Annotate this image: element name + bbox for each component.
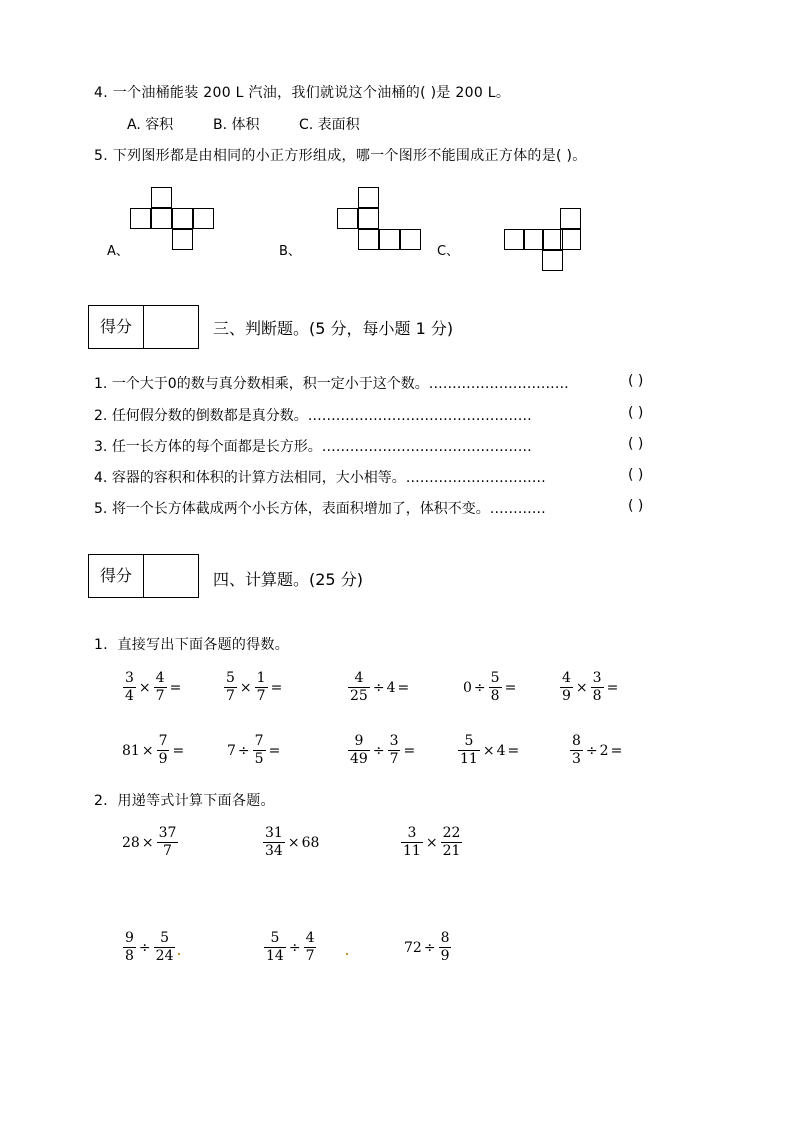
calc-r4-1: $\frac{9}{8}$ ÷ $\frac{5}{24}$ bbox=[125, 930, 174, 964]
calc-r1-1: $\frac{3}{4}$ × $\frac{4}{7}$ = bbox=[125, 670, 182, 704]
calc-r4-3: 72 ÷ $\frac{8}{9}$ bbox=[404, 930, 450, 964]
calc-r1-2: $\frac{5}{7}$ × $\frac{1}{7}$ = bbox=[226, 670, 283, 704]
stray-mark bbox=[346, 953, 348, 955]
item-text: 将一个长方体截成两个小长方体，表面积增加了，体积不变。………… bbox=[111, 501, 546, 517]
answer-paren-2[interactable]: ( ) bbox=[628, 405, 644, 421]
net-label-a: A、 bbox=[107, 244, 129, 259]
item-number: 1. bbox=[94, 376, 108, 392]
judgment-item-1 bbox=[94, 373, 569, 393]
judgment-item-3 bbox=[94, 436, 532, 456]
score-label: 得分 bbox=[89, 555, 144, 597]
q4-option-a: A. 容积 bbox=[127, 117, 174, 133]
net-label-c: C、 bbox=[437, 244, 460, 259]
calc-r1-5: $\frac{4}{9}$ × $\frac{3}{8}$ = bbox=[562, 670, 619, 704]
item-number: 4. bbox=[94, 470, 108, 486]
question-5 bbox=[94, 145, 587, 165]
calc-r3-1: 28 × $\frac{37}{7}$ bbox=[122, 825, 177, 859]
judgment-item-4 bbox=[94, 467, 546, 487]
question-number: 5. bbox=[94, 148, 108, 164]
calc-part-1-title: 1．直接写出下面各题的得数。 bbox=[94, 637, 290, 653]
score-box-section-3 bbox=[88, 305, 199, 349]
question-number: 4. bbox=[94, 85, 108, 101]
question-text: 一个油桶能装 200 L 汽油，我们就说这个油桶的( )是 200 L。 bbox=[112, 85, 511, 101]
question-4 bbox=[94, 82, 510, 102]
calc-r1-3: $\frac{4}{25}$ ÷ 4 = bbox=[350, 670, 410, 704]
calc-r2-4: $\frac{5}{11}$ × 4 = bbox=[460, 733, 520, 767]
judgment-item-2 bbox=[94, 405, 532, 425]
calc-r1-4: 0 ÷ $\frac{5}{8}$ = bbox=[463, 670, 517, 704]
answer-paren-1[interactable]: ( ) bbox=[628, 373, 644, 389]
calc-r4-2: $\frac{5}{14}$ ÷ $\frac{4}{7}$ bbox=[266, 930, 315, 964]
calc-part-2-title: 2．用递等式计算下面各题。 bbox=[94, 793, 275, 809]
score-box-section-4 bbox=[88, 554, 199, 598]
net-label-b: B、 bbox=[279, 244, 301, 259]
section-3-title: 三、判断题。(5 分，每小题 1 分) bbox=[213, 319, 454, 338]
q4-option-b: B. 体积 bbox=[213, 117, 260, 133]
score-label: 得分 bbox=[89, 306, 144, 348]
item-text: 一个大于0的数与真分数相乘，积一定小于这个数。………………………… bbox=[111, 376, 569, 392]
item-text: 任一长方体的每个面都是长方形。……………………………………… bbox=[111, 439, 532, 455]
answer-paren-3[interactable]: ( ) bbox=[628, 436, 644, 452]
answer-paren-4[interactable]: ( ) bbox=[628, 467, 644, 483]
q4-option-c: C. 表面积 bbox=[299, 117, 360, 133]
item-number: 5. bbox=[94, 501, 108, 517]
calc-r2-5: $\frac{8}{3}$ ÷ 2 = bbox=[572, 733, 623, 767]
answer-paren-5[interactable]: ( ) bbox=[628, 498, 644, 514]
item-text: 任何假分数的倒数都是真分数。………………………………………… bbox=[111, 408, 532, 424]
calc-r2-2: 7 ÷ $\frac{7}{5}$ = bbox=[227, 733, 281, 767]
item-number: 3. bbox=[94, 439, 108, 455]
calc-r3-3: $\frac{3}{11}$ × $\frac{22}{21}$ bbox=[403, 825, 461, 859]
section-4-title: 四、计算题。(25 分) bbox=[213, 570, 363, 589]
item-number: 2. bbox=[94, 408, 108, 424]
stray-mark bbox=[178, 953, 180, 955]
calc-r2-1: 81 × $\frac{7}{9}$ = bbox=[122, 733, 185, 767]
item-text: 容器的容积和体积的计算方法相同，大小相等。………………………… bbox=[111, 470, 546, 486]
calc-r2-3: $\frac{9}{49}$ ÷ $\frac{3}{7}$ = bbox=[350, 733, 416, 767]
question-text: 下列图形都是由相同的小正方形组成，哪一个图形不能围成正方体的是( )。 bbox=[112, 148, 587, 164]
calc-r3-2: $\frac{31}{34}$ × 68 bbox=[265, 825, 320, 859]
judgment-item-5 bbox=[94, 498, 546, 518]
